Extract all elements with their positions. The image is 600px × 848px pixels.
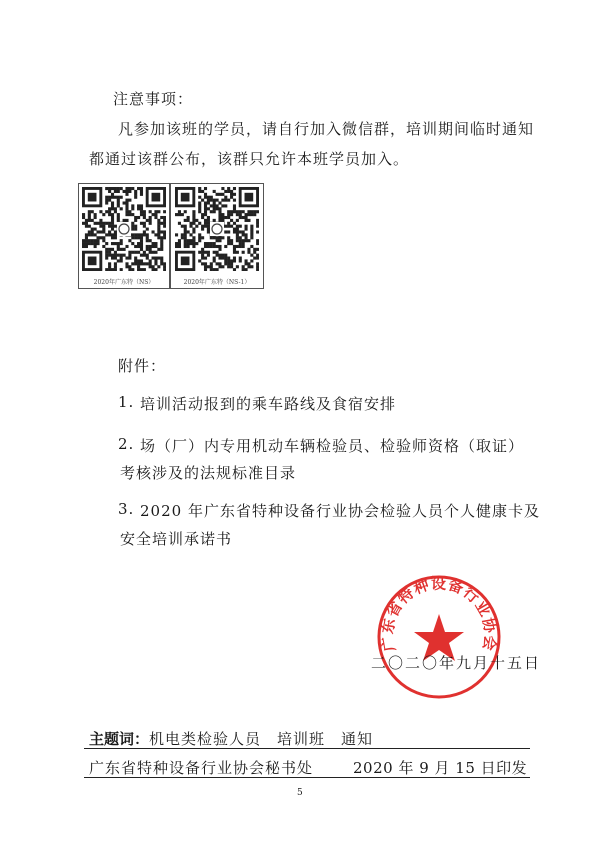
attachment-2-text-line-1: 场（厂）内专用机动车辆检验员、检验师资格（取证） bbox=[140, 437, 525, 455]
subject-label: 主题词： bbox=[89, 730, 150, 748]
qr-code-2-caption: 2020年广东特（NS-1） bbox=[183, 279, 251, 286]
issue-date: 2020 年 9 月 15 日印发 bbox=[353, 759, 528, 777]
qr-code-2 bbox=[170, 183, 264, 289]
attachment-1-number: 1. bbox=[118, 393, 135, 411]
subject-terms: 机电类检验人员 培训班 通知 bbox=[149, 730, 374, 748]
attachment-3-text-line-1: 2020 年广东省特种设备行业协会检验人员个人健康卡及 bbox=[140, 502, 540, 520]
attachment-1-text: 培训活动报到的乘车路线及食宿安排 bbox=[140, 395, 397, 413]
attachment-3-number: 3. bbox=[118, 500, 135, 518]
attachment-2-number: 2. bbox=[118, 435, 135, 453]
attachments-heading: 附件： bbox=[118, 357, 167, 375]
notes-line-2: 都通过该群公布，该群只允许本班学员加入。 bbox=[89, 150, 410, 168]
footer-divider-1 bbox=[84, 748, 530, 749]
attachment-3-text-line-2: 安全培训承诺书 bbox=[120, 530, 233, 548]
notes-heading: 注意事项： bbox=[113, 90, 194, 108]
qr-code-icon bbox=[82, 187, 166, 271]
qr-code-1 bbox=[78, 183, 170, 289]
footer-divider-2 bbox=[84, 777, 530, 778]
attachment-2-text-line-2: 考核涉及的法规标准目录 bbox=[120, 464, 297, 482]
seal-text: 广东省特种设备行业协会 bbox=[378, 574, 500, 653]
qr-code-1-caption: 2020年广东特（NS） bbox=[93, 279, 155, 286]
qr-code-icon bbox=[175, 187, 259, 271]
issuer: 广东省特种设备行业协会秘书处 bbox=[89, 759, 314, 777]
page-number: 5 bbox=[297, 788, 303, 798]
official-seal bbox=[374, 572, 504, 702]
notes-line-1: 凡参加该班的学员，请自行加入微信群，培训期间临时通知 bbox=[118, 120, 535, 138]
document-date: 二〇二〇年九月十五日 bbox=[371, 654, 542, 672]
subject-terms-row bbox=[89, 728, 373, 749]
